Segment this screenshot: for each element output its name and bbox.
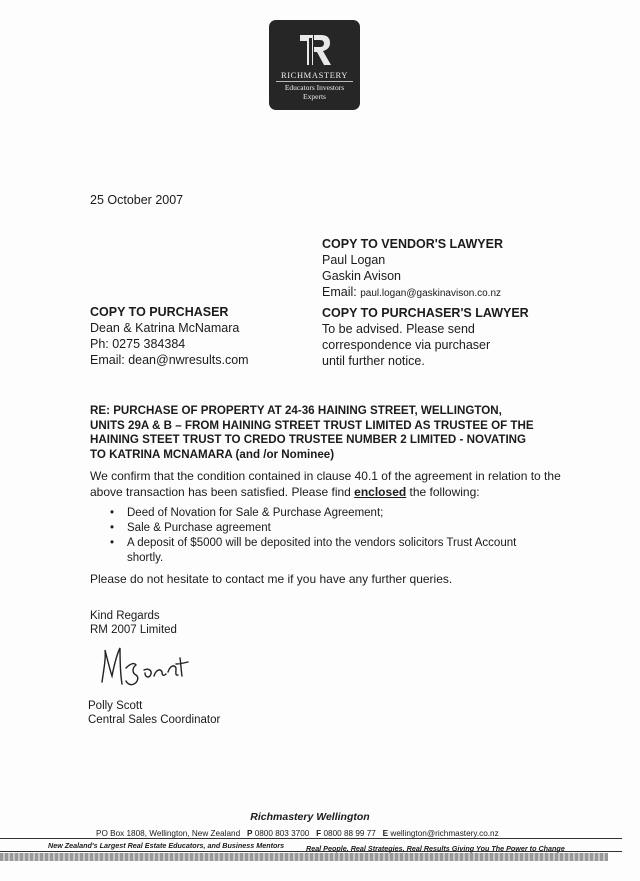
logo-tagline-line-2: Experts — [303, 92, 326, 101]
bullet-icon: • — [110, 507, 115, 519]
subject-line-1: RE: PURCHASE OF PROPERTY AT 24-36 HAINING STREET, WELLINGTON, — [90, 404, 502, 417]
vendors-lawyer-email-line — [322, 284, 503, 302]
purchasers-lawyer-block — [322, 305, 582, 368]
confirmation-line-2-end: the following: — [406, 484, 480, 499]
bullet-icon: • — [110, 522, 115, 534]
enclosure-item-2: Sale & Purchase agreement — [127, 522, 271, 534]
vendors-lawyer-firm: Gaskin Avison — [322, 269, 401, 283]
enclosure-item-3-line-2: shortly. — [127, 551, 164, 564]
list-item — [107, 506, 527, 521]
list-item — [107, 521, 527, 536]
purchasers-lawyer-line-2: correspondence via purchaser — [322, 338, 491, 352]
handwritten-signature — [96, 638, 216, 694]
subject-line-4: TO KATRINA MCNAMARA (and /or Nominee) — [90, 447, 335, 461]
subject-block — [90, 404, 534, 462]
purchaser-email: Email: dean@nwresults.com — [90, 353, 249, 367]
footer-office-name: Richmastery Wellington — [250, 811, 370, 823]
enclosures-list — [107, 506, 527, 566]
subject-line-2: UNITS 29A & B – FROM HAINING STREET TRUST LIMITED AS TRUSTEE OF THE — [90, 418, 534, 432]
rm-monogram-icon — [297, 31, 333, 69]
footer-divider-bottom — [0, 851, 622, 852]
footer-po-box: PO Box 1808, Wellington, New Zealand — [96, 829, 241, 838]
bullet-icon: • — [110, 537, 115, 549]
purchaser-heading: COPY TO PURCHASER — [90, 305, 229, 319]
confirmation-line-2 — [90, 485, 561, 501]
purchaser-block — [90, 304, 249, 368]
footer-contact-line — [96, 829, 499, 838]
confirmation-line-2-start: above transaction has been satisfied. Please find — [90, 484, 355, 499]
vendors-lawyer-block — [322, 236, 503, 302]
logo-divider — [276, 81, 353, 82]
purchaser-phone: Ph: 0275 384384 — [90, 337, 186, 351]
closing-paragraph: Please do not hesitate to contact me if you have any further queries. — [90, 572, 453, 586]
footer-divider-top — [0, 838, 622, 839]
letter-date: 25 October 2007 — [90, 193, 184, 207]
confirmation-paragraph — [90, 469, 561, 500]
footer-phone: 0800 803 3700 — [254, 829, 310, 838]
logo-tagline-line-1: Educators Investors — [284, 83, 345, 92]
email-label: Email: — [322, 285, 357, 299]
footer-email: wellington@richmastery.co.nz — [390, 829, 499, 838]
footer-tagline-left: New Zealand's Largest Real Estate Educators, and Business Mentors — [48, 841, 285, 850]
closing-block — [90, 610, 177, 637]
logo-tagline — [269, 83, 360, 101]
signer-block — [88, 700, 220, 727]
salutation: Kind Regards — [90, 610, 160, 622]
footer-phone-label: P — [246, 829, 253, 838]
footer-tagline-right: Real People, Real Strategies, Real Results Giving You The Power to Change — [306, 844, 565, 853]
footer-fax: 0800 88 99 77 — [323, 829, 376, 838]
richmastery-logo — [269, 20, 360, 110]
logo-name: RICHMASTERY — [280, 70, 349, 80]
enclosure-item-3-line-1: A deposit of $5000 will be deposited into the vendors solicitors Trust Account — [127, 537, 517, 549]
signer-name: Polly Scott — [88, 700, 143, 712]
footer-fax-label: F — [316, 829, 322, 838]
enclosed-emphasis: enclosed — [354, 484, 407, 499]
enclosure-item-1: Deed of Novation for Sale & Purchase Agreement; — [127, 507, 384, 519]
company-name: RM 2007 Limited — [90, 623, 177, 636]
footer-pattern-band — [0, 853, 608, 861]
purchasers-lawyer-heading: COPY TO PURCHASER'S LAWYER — [322, 306, 529, 320]
purchasers-lawyer-line-1: To be advised. Please send — [322, 322, 475, 336]
purchasers-lawyer-line-3: until further notice. — [322, 354, 425, 368]
vendors-lawyer-name: Paul Logan — [322, 253, 386, 267]
confirmation-line-1: We confirm that the condition contained in clause 40.1 of the agreement in relation to the — [90, 469, 561, 483]
vendors-lawyer-email: paul.logan@gaskinavison.co.nz — [360, 288, 502, 299]
subject-line-3: HAINING STEET TRUST TO CREDO TRUSTEE NUMBER 2 LIMITED - NOVATING — [90, 433, 527, 446]
footer-email-label: E — [382, 829, 389, 838]
vendors-lawyer-heading: COPY TO VENDOR'S LAWYER — [322, 237, 504, 251]
list-item — [107, 536, 527, 565]
signer-title: Central Sales Coordinator — [88, 713, 221, 726]
purchaser-names: Dean & Katrina McNamara — [90, 321, 240, 335]
